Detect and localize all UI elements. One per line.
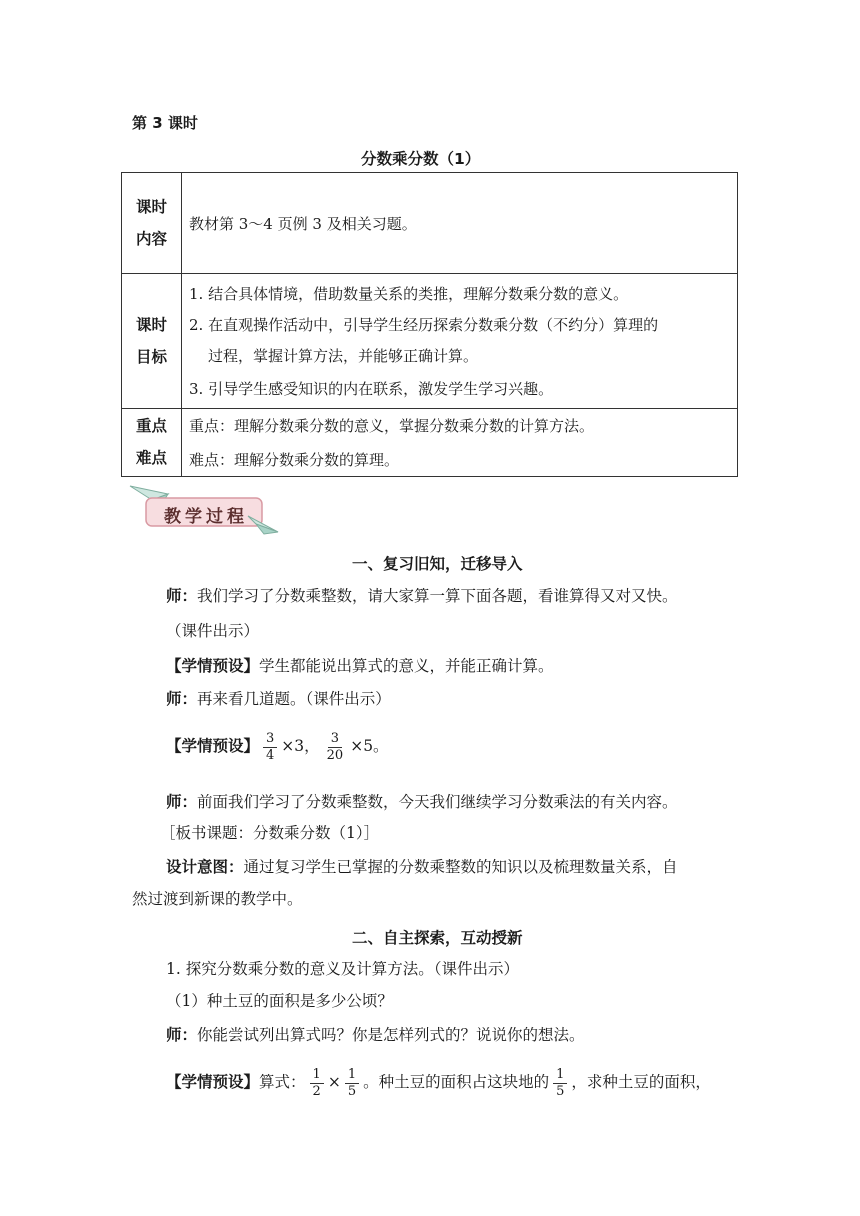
goal-label-line2: 目标 (135, 347, 167, 366)
banner-text: 教学过程 (164, 507, 248, 527)
expr-tail: ×3， (281, 737, 320, 755)
goal-label (122, 309, 181, 373)
s2-paragraph-1: 1. 探究分数乘分数的意义及计算方法。（课件出示） (166, 960, 519, 978)
fraction-denominator: 2 (312, 1083, 321, 1099)
fraction-denominator: 5 (556, 1083, 565, 1099)
s1-p5-text: 前面我们学习了分数乘整数，今天我们继续学习分数乘法的有关内容。 (197, 793, 678, 811)
preset-label: 【学情预设】 (166, 1072, 260, 1091)
s1-design-intent (166, 856, 678, 878)
content-label-line1: 课时 (135, 197, 167, 216)
fraction-numerator: 1 (310, 1067, 324, 1084)
s1-p3-text: 再来看几道题。（课件出示） (197, 690, 391, 708)
content-label-line2: 内容 (135, 229, 167, 248)
fraction-denominator: 20 (326, 747, 344, 763)
fraction (324, 731, 347, 764)
s1-paragraph-1 (166, 585, 678, 607)
lesson-number: 第 3 课时 (132, 114, 198, 132)
fraction-denominator: 4 (266, 747, 275, 763)
difficult-text: 难点：理解分数乘分数的算理。 (189, 451, 400, 469)
goal-item-2: 2. 在直观操作活动中，引导学生经历探索分数乘分数（不约分）算理的 (189, 316, 659, 334)
fraction-numerator: 3 (328, 731, 342, 748)
section2-heading: 二、自主探索，互动授新 (352, 928, 523, 947)
fraction-numerator: 1 (345, 1067, 359, 1084)
preset-label: 【学情预设】 (166, 656, 260, 675)
page-title: 分数乘分数（1） (361, 150, 481, 168)
s1-p1-text: 我们学习了分数乘整数，请大家算一算下面各题，看谁算得又对又快。 (197, 587, 678, 605)
s2-p3-text: 你能尝试列出算式吗？你是怎样列式的？说说你的想法。 (197, 1026, 585, 1044)
goal-label-line1: 课时 (135, 315, 167, 334)
s2-p4-text-b: 。种土豆的面积占这块地的 (363, 1073, 550, 1091)
design-intent-text-1: 通过复习学生已掌握的分数乘整数的知识以及梳理数量关系，自 (243, 858, 678, 876)
s2-paragraph-4 (166, 1058, 711, 1106)
formula-label: 算式： (259, 1073, 306, 1091)
fraction (345, 1067, 359, 1100)
design-intent-label: 设计意图： (166, 857, 244, 876)
section1-heading: 一、复习旧知，迁移导入 (352, 554, 523, 573)
content-text: 教材第 3～4 页例 3 及相关习题。 (189, 215, 417, 233)
fraction-denominator: 5 (347, 1083, 357, 1099)
preset-label: 【学情预设】 (166, 736, 260, 755)
key-label (122, 410, 181, 474)
s2-p4-text-c: ，求种土豆的面积， (571, 1073, 711, 1091)
teacher-label: 师： (166, 1025, 198, 1044)
teacher-label: 师： (166, 792, 198, 811)
s1-paragraph-5 (166, 791, 678, 813)
goal-item-3: 3. 引导学生感受知识的内在联系，激发学生学习兴趣。 (189, 380, 554, 398)
content-label (122, 191, 181, 255)
fraction (263, 731, 277, 764)
fraction-numerator: 1 (553, 1067, 567, 1084)
teacher-label: 师： (166, 689, 198, 708)
teaching-process-banner (128, 480, 280, 536)
table-divider-2 (122, 408, 737, 409)
table-divider-1 (122, 273, 737, 274)
s1-paragraph-2 (166, 655, 554, 677)
expr-tail: ×5。 (350, 737, 389, 755)
s1-board-title: ［板书课题：分数乘分数（1）］ (160, 824, 380, 842)
table-divider-vertical (181, 173, 182, 476)
teacher-label: 师： (166, 586, 198, 605)
s1-design-intent-2: 然过渡到新课的教学中。 (132, 890, 303, 908)
s1-paragraph-3 (166, 688, 391, 710)
goal-item-2-cont: 过程，掌握计算方法，并能够正确计算。 (208, 347, 479, 365)
s2-paragraph-2: （1）种土豆的面积是多少公顷？ (166, 992, 393, 1010)
fraction (553, 1067, 567, 1100)
s1-paragraph-4 (166, 722, 389, 770)
key-label-line2: 难点 (135, 448, 167, 467)
fraction (310, 1067, 324, 1100)
multiply-sign: × (327, 1073, 341, 1091)
key-label-line1: 重点 (135, 416, 167, 435)
goal-item-1: 1. 结合具体情境，借助数量关系的类推，理解分数乘分数的意义。 (189, 285, 629, 303)
key-text: 重点：理解分数乘分数的意义，掌握分数乘分数的计算方法。 (189, 417, 595, 435)
s1-paragraph-1b: （课件出示） (166, 622, 260, 640)
s1-p2-text: 学生都能说出算式的意义，并能正确计算。 (259, 657, 554, 675)
fraction-numerator: 3 (263, 731, 277, 748)
s2-paragraph-3 (166, 1024, 585, 1046)
lesson-info-table (121, 172, 738, 477)
